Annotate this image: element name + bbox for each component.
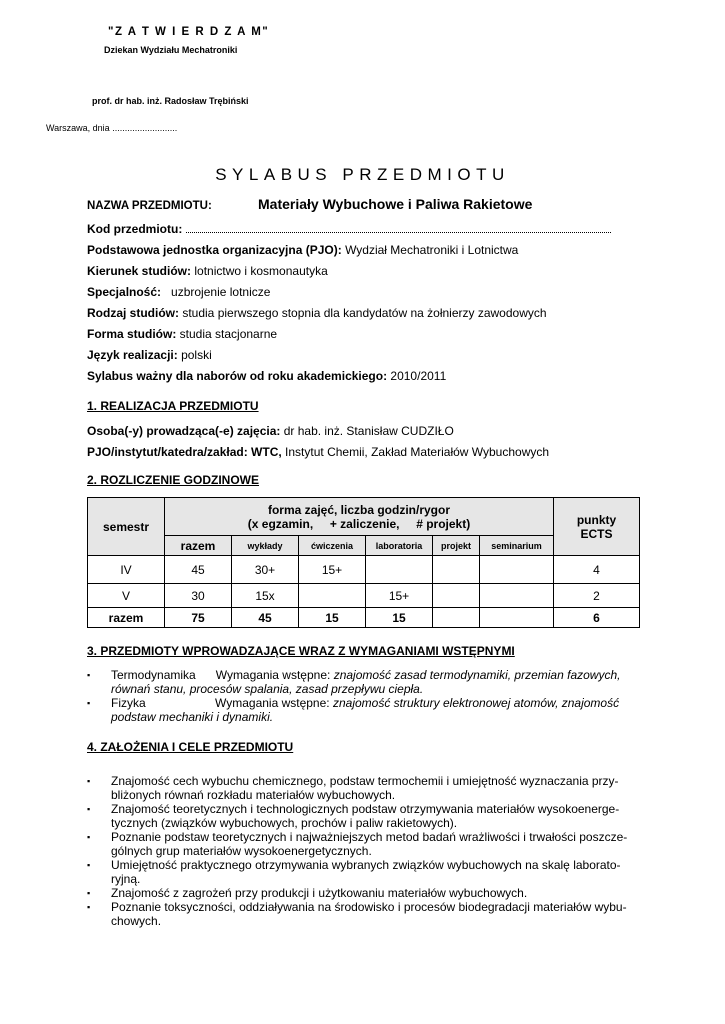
subheader-exercises: ćwiczenia (299, 536, 366, 556)
direction-row (87, 261, 640, 282)
bullet-icon: ▪ (87, 860, 91, 870)
table-row (88, 584, 640, 608)
unit-row (87, 442, 640, 463)
specialty-label: Specjalność: (87, 285, 162, 299)
table-header-row (88, 498, 640, 536)
pjo-row (87, 240, 640, 261)
list-item (87, 774, 640, 802)
table-cell (433, 584, 480, 608)
table-cell: 75 (165, 608, 232, 628)
prereq-label: Wymagania wstępne: (215, 696, 330, 710)
list-item (87, 668, 640, 696)
bullet-icon: ▪ (87, 670, 91, 680)
pjo-value: Wydział Mechatroniki i Lotnictwa (341, 243, 519, 257)
table-cell: 30+ (232, 556, 299, 584)
table-cell (480, 556, 554, 584)
table-cell: 4 (554, 556, 640, 584)
list-item (87, 802, 640, 830)
bullet-icon: ▪ (87, 888, 91, 898)
table-cell: 2 (554, 584, 640, 608)
subject-name-row (87, 196, 640, 219)
hours-table (87, 497, 640, 628)
lecturer-label: Osoba(-y) prowadząca(-e) zajęcia: (87, 424, 281, 438)
table-cell: 15+ (299, 556, 366, 584)
table-cell: 45 (165, 556, 232, 584)
subheader-total: razem (165, 536, 232, 556)
goal-text: Znajomość z zagrożeń przy produkcji i użytkowaniu materiałów wybuchowych. (111, 886, 528, 900)
table-cell: V (88, 584, 165, 608)
city-date: Warszawa, dnia .......................... (46, 123, 178, 133)
goal-text: Znajomość teoretycznych i technologicznych podstaw otrzymywania materiałów wysokoenerge-tycznych (związków wybuchowych, prochów i paliw rakietowych). (111, 802, 620, 830)
table-cell (433, 608, 480, 628)
language-label: Język realizacji: (87, 348, 178, 362)
table-cell: razem (88, 608, 165, 628)
type-value: studia pierwszego stopnia dla kandydatów na żołnierzy zawodowych (179, 306, 547, 320)
table-cell (433, 556, 480, 584)
type-row (87, 303, 640, 324)
specialty-row (87, 282, 640, 303)
subheader-project: projekt (433, 536, 480, 556)
bullet-icon: ▪ (87, 804, 91, 814)
prereq-text: znajomość struktury elektronowej atomów, znajomość podstaw mechaniki i dynamiki. (111, 696, 620, 724)
bullet-icon: ▪ (87, 902, 91, 912)
form-header-line1: forma zajęć, liczba godzin/rygor (267, 502, 451, 517)
section-1-heading: 1. REALIZACJA PRZEDMIOTU (87, 399, 259, 413)
code-label: Kod przedmiotu: (87, 222, 183, 236)
semester-header: semestr (88, 498, 165, 556)
table-cell: 45 (232, 608, 299, 628)
ects-header-line2: ECTS (580, 526, 613, 541)
section-3-heading: 3. PRZEDMIOTY WPROWADZAJĄCE WRAZ Z WYMAGANIAMI WSTĘPNYMI (87, 644, 515, 658)
direction-value: lotnictwo i kosmonautyka (191, 264, 328, 278)
goals-list (87, 774, 640, 928)
language-value: polski (177, 348, 212, 362)
form-header-line2: (x egzamin, + zaliczenie, # projekt) (247, 516, 471, 531)
form-value: studia stacjonarne (176, 327, 278, 341)
bullet-icon: ▪ (87, 832, 91, 842)
form-label: Forma studiów: (87, 327, 177, 341)
table-row (88, 556, 640, 584)
list-item (87, 696, 640, 724)
document-body (87, 196, 640, 928)
table-cell: 15 (366, 608, 433, 628)
type-label: Rodzaj studiów: (87, 306, 179, 320)
valid-label: Sylabus ważny dla naborów od roku akademickiego: (87, 369, 388, 383)
subject-value: Materiały Wybuchowe i Paliwa Rakietowe (258, 196, 533, 212)
prereq-text: znajomość zasad termodynamiki, przemian fazowych, równań stanu, procesów spalania, zasad przepływu ciepła. (111, 668, 621, 696)
lecturer-value: dr hab. inż. Stanisław CUDZIŁO (280, 424, 454, 438)
list-item (87, 858, 640, 886)
code-row (87, 219, 640, 240)
document-title: SYLABUS PRZEDMIOTU (215, 165, 510, 184)
valid-row (87, 366, 640, 387)
goal-text: Znajomość cech wybuchu chemicznego, podstaw termochemii i umiejętność wyznaczania przy-bliżonych równań rozkładu materiałów wybuchowych. (111, 774, 619, 802)
valid-value: 2010/2011 (387, 369, 447, 383)
section-4-heading: 4. ZAŁOŻENIA I CELE PRZEDMIOTU (87, 740, 294, 754)
section-2-heading: 2. ROZLICZENIE GODZINOWE (87, 473, 260, 487)
table-cell (299, 584, 366, 608)
table-cell (366, 556, 433, 584)
prereq-label: Wymagania wstępne: (215, 668, 331, 682)
direction-label: Kierunek studiów: (87, 264, 192, 278)
form-header (165, 498, 554, 536)
language-row (87, 345, 640, 366)
list-item (87, 886, 640, 900)
goal-text: Poznanie toksyczności, oddziaływania na środowisko i procesów biodegradacji materiałów wybu-chowych. (111, 900, 627, 928)
code-dots (186, 222, 611, 233)
subheader-seminar: seminarium (480, 536, 554, 556)
unit-value: Instytut Chemii, Zakład Materiałów Wybuchowych (281, 445, 550, 459)
ects-header-line1: punkty (576, 512, 617, 527)
table-cell: 6 (554, 608, 640, 628)
subheader-lectures: wykłady (232, 536, 299, 556)
prereq-name: Fizyka (111, 696, 146, 710)
table-cell: 15 (299, 608, 366, 628)
subheader-labs: laboratoria (366, 536, 433, 556)
approver-name: prof. dr hab. inż. Radosław Trębiński (92, 96, 249, 106)
table-total-row (88, 608, 640, 628)
ects-header (554, 498, 640, 556)
table-cell (480, 584, 554, 608)
form-row (87, 324, 640, 345)
subject-label: NAZWA PRZEDMIOTU: (87, 200, 212, 212)
table-cell: 15x (232, 584, 299, 608)
specialty-value: uzbrojenie lotnicze (161, 285, 271, 299)
approval-subtitle: Dziekan Wydziału Mechatroniki (104, 45, 238, 55)
goal-text: Poznanie podstaw teoretycznych i najważniejszych metod badań wrażliwości i trwałości poszcze-gólnych grup materiałów wysokoenergetycznych. (111, 830, 628, 858)
bullet-icon: ▪ (87, 698, 91, 708)
lecturer-row (87, 421, 640, 442)
bullet-icon: ▪ (87, 776, 91, 786)
list-item (87, 900, 640, 928)
goal-text: Umiejętność praktycznego otrzymywania wybranych związków wybuchowych na skalę laborato-ryjną. (111, 858, 621, 886)
unit-label: PJO/instytut/katedra/zakład: WTC, (87, 445, 282, 459)
table-cell: 15+ (366, 584, 433, 608)
approval-title: "Z A T W I E R D Z A M" (108, 26, 270, 38)
prereq-name: Termodynamika (111, 668, 196, 682)
list-item (87, 830, 640, 858)
table-cell: IV (88, 556, 165, 584)
table-cell (480, 608, 554, 628)
prerequisites-list (87, 668, 640, 724)
table-cell: 30 (165, 584, 232, 608)
pjo-label: Podstawowa jednostka organizacyjna (PJO): (87, 243, 342, 257)
